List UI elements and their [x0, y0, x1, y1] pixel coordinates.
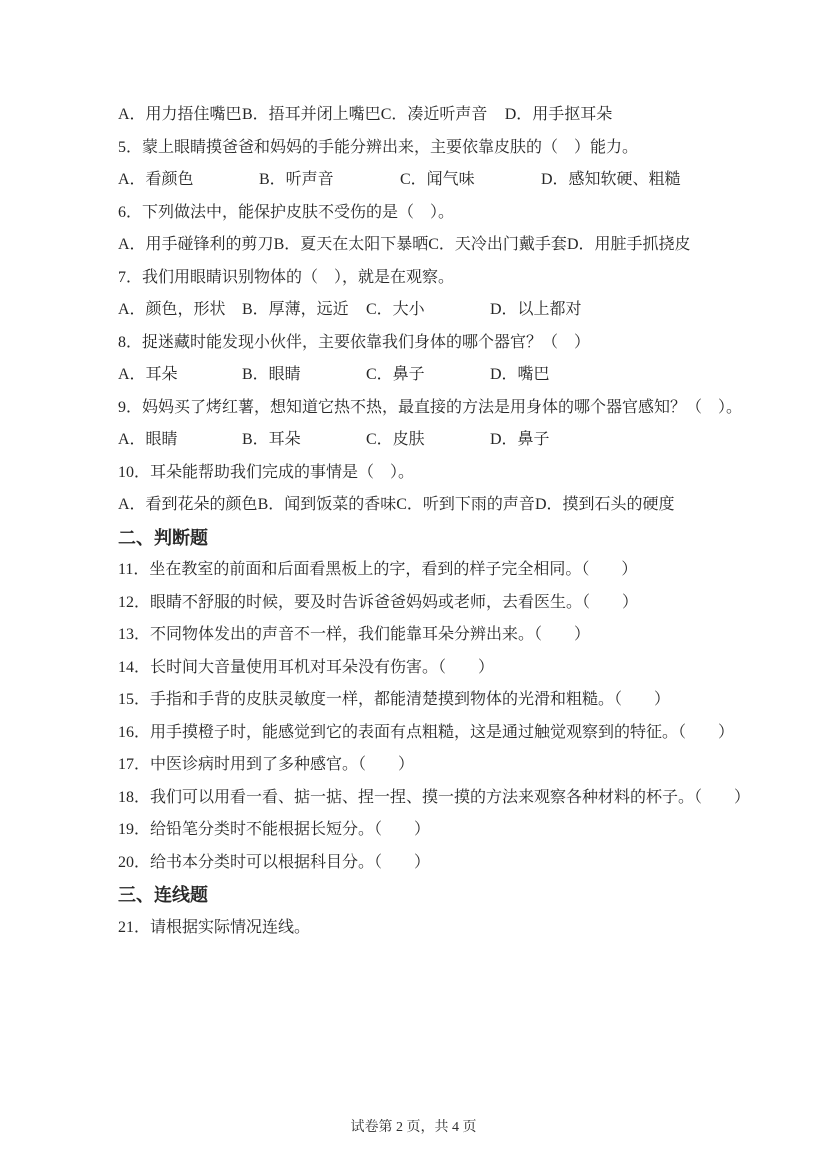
question-10-options-row [118, 489, 718, 522]
section-title-judgment: 二、判断题 [118, 527, 208, 548]
option-c: C．天冷出门戴手套 [428, 236, 567, 253]
matching-instruction-21: 21．请根据实际情况连线。 [118, 918, 311, 936]
judgment-item-15: 15．手指和手背的皮肤灵敏度一样，都能清楚摸到物体的光滑和粗糙。（ ） [118, 691, 671, 708]
option-b: B．厚薄，远近 [242, 301, 349, 318]
question-5-stem: 5．蒙上眼睛摸爸爸和妈妈的手能分辨出来，主要依靠皮肤的（ ）能力。 [118, 138, 639, 156]
judgment-item-14: 14．长时间大音量使用耳机对耳朵没有伤害。（ ） [118, 658, 495, 676]
judgment-item-11: 11．坐在教室的前面和后面看黑板上的字，看到的样子完全相同。（ ） [118, 561, 638, 578]
exam-content [118, 99, 751, 944]
page-footer: 试卷第 2 页，共 4 页 [350, 1120, 477, 1135]
option-a: A．用手碰锋利的剪刀 [118, 236, 274, 253]
question-4-options-row [118, 99, 718, 132]
judgment-item-20: 20．给书本分类时可以根据科目分。（ ） [118, 853, 431, 871]
option-b: B．耳朵 [242, 431, 301, 448]
question-9-stem: 9．妈妈买了烤红薯，想知道它热不热，最直接的方法是用身体的哪个器官感知？（ ）。 [118, 398, 743, 416]
judgment-item-12: 12．眼睛不舒服的时候，要及时告诉爸爸妈妈或老师，去看医生。（ ） [118, 593, 639, 611]
question-5-options-row [118, 164, 718, 197]
option-d: D．用脏手抓挠皮 [566, 236, 691, 253]
judgment-item-16: 16．用手摸橙子时，能感觉到它的表面有点粗糙，这是通过触觉观察到的特征。（ ） [118, 723, 735, 741]
question-6-stem: 6．下列做法中，能保护皮肤不受伤的是（ ）。 [118, 203, 455, 221]
option-a: A．用力捂住嘴巴 [118, 106, 242, 123]
option-d: D．用手抠耳朵 [504, 106, 613, 123]
question-8-options-row [118, 359, 718, 392]
option-b: B．眼睛 [242, 366, 301, 383]
question-10-stem: 10．耳朵能帮助我们完成的事情是（ ）。 [118, 463, 415, 481]
option-a: A．颜色，形状 [118, 301, 226, 318]
option-a: A．看颜色 [118, 171, 194, 188]
option-a: A．看到花朵的颜色 [118, 496, 258, 513]
option-d: D．摸到石头的硬度 [534, 496, 675, 513]
question-6-options-row [118, 229, 718, 262]
option-c: C．闻气味 [400, 171, 475, 188]
option-c: C．大小 [366, 301, 425, 318]
question-8-stem: 8．捉迷藏时能发现小伙伴，主要依靠我们身体的哪个器官？（ ） [118, 333, 591, 351]
judgment-item-17: 17．中医诊病时用到了多种感官。（ ） [118, 756, 415, 773]
option-d: D．嘴巴 [490, 366, 550, 383]
option-a: A．耳朵 [118, 366, 178, 383]
question-9-options-row [118, 424, 718, 457]
option-d: D．感知软硬、粗糙 [541, 171, 681, 188]
option-b: B．捂耳并闭上嘴巴 [242, 106, 381, 123]
question-7-stem: 7．我们用眼睛识别物体的（ ），就是在观察。 [118, 268, 455, 286]
option-c: C．鼻子 [366, 366, 425, 383]
option-c: C．凑近听声音 [380, 106, 488, 123]
option-d: D．以上都对 [490, 301, 582, 318]
option-b: B．夏天在太阳下暴晒 [273, 236, 429, 253]
option-d: D．鼻子 [490, 431, 550, 448]
question-7-options-row [118, 294, 718, 327]
option-b: B．闻到饭菜的香味 [257, 496, 397, 513]
section-title-matching: 三、连线题 [118, 885, 208, 905]
judgment-item-19: 19．给铅笔分类时不能根据长短分。（ ） [118, 821, 431, 838]
judgment-item-13: 13．不同物体发出的声音不一样，我们能靠耳朵分辨出来。（ ） [118, 626, 591, 643]
option-c: C．皮肤 [366, 431, 425, 448]
option-b: B．听声音 [259, 171, 334, 188]
judgment-item-18: 18．我们可以用看一看、掂一掂、捏一捏、摸一摸的方法来观察各种材料的杯子。（ ） [118, 788, 751, 806]
option-a: A．眼睛 [118, 431, 178, 448]
option-c: C．听到下雨的声音 [396, 496, 535, 513]
